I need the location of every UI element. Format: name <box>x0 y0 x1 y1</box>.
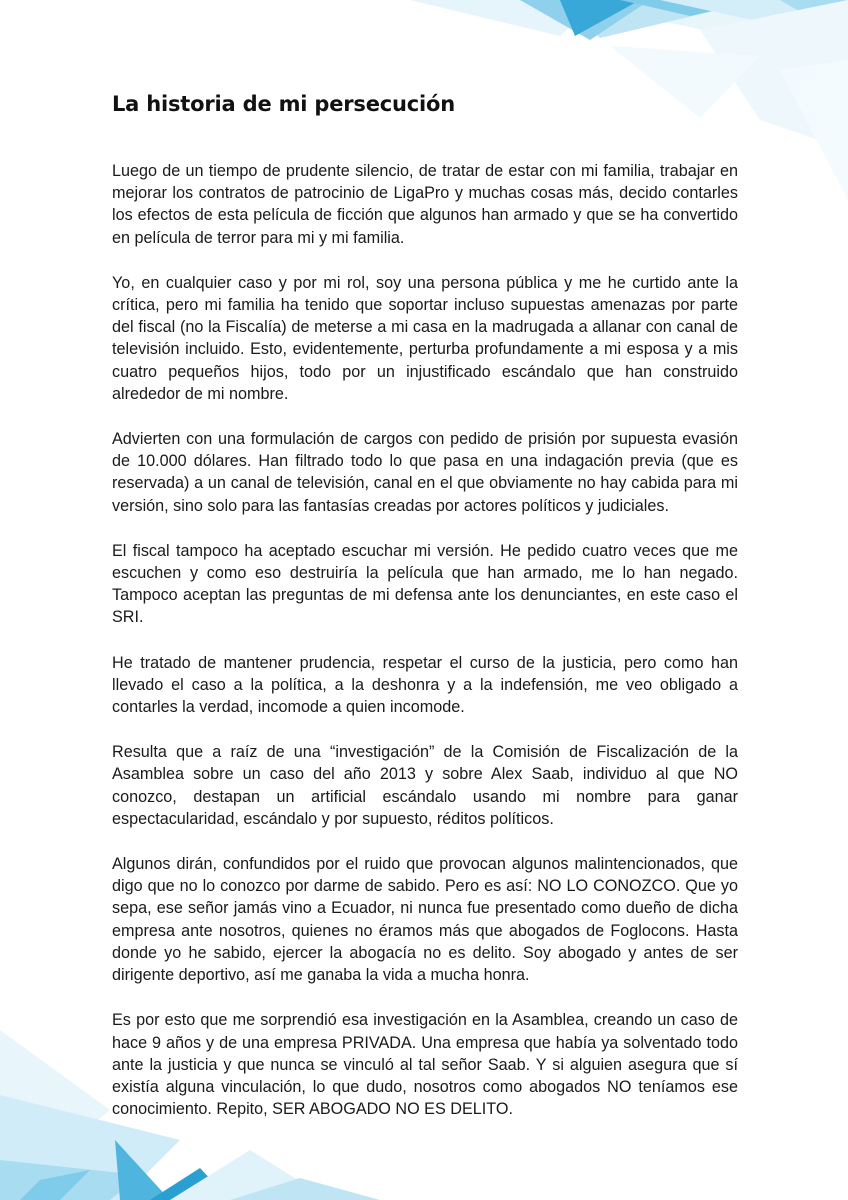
paragraph-8: Es por esto que me sorprendió esa investigación en la Asamblea, creando un caso de hace 9 años y de una empresa PRIVADA. Una empresa que había ya solventado todo ante la justicia y que nunca se vinculó al tal señor Saab. Y si alguien asegura que sí existía alguna vinculación, lo que dudo, nosotros como abogados NO teníamos ese conocimiento. Repito, SER ABOGADO NO ES DELITO. <box>112 1011 738 1119</box>
paragraph-7: Algunos dirán, confundidos por el ruido que provocan algunos malintencionados, que digo que no lo conozco por darme de sabido. Pero es así: NO LO CONOZCO. Que yo sepa, ese señor jamás vino a Ecuador, ni nunca fue presentado como dueño de dicha empresa ante nosotros, quienes no éramos más que abogados de Foglocons. Hasta donde yo he sabido, ejercer la abogacía no es delito. Soy abogado y antes de ser dirigente deportivo, así me ganaba la vida a mucha honra. <box>112 855 738 985</box>
document-body <box>112 92 738 1143</box>
paragraph-3: Advierten con una formulación de cargos con pedido de prisión por supuesta evasión de 10.000 dólares. Han filtrado todo lo que pasa en una indagación previa (que es reservada) a un canal de televisión, canal en el que obviamente no hay cabida para mi versión, sino solo para las fantasías creadas por actores políticos y judiciales. <box>112 430 738 515</box>
paragraph-1: Luego de un tiempo de prudente silencio, de tratar de estar con mi familia, trabajar en mejorar los contratos de patrocinio de LigaPro y muchas cosas más, decido contarles los efectos de esta película de ficción que algunos han armado y que se ha convertido en película de terror para mi y mi familia. <box>112 162 738 247</box>
paragraph-2: Yo, en cualquier caso y por mi rol, soy una persona pública y me he curtido ante la crítica, pero mi familia ha tenido que soportar incluso supuestas amenazas por parte del fiscal (no la Fiscalía) de meterse a mi casa en la madrugada a allanar con canal de televisión incluido. Esto, evidentemente, perturba profundamente a mi esposa y a mis cuatro pequeños hijos, todo por un injustificado escándalo que han construido alrededor de mi nombre. <box>112 273 738 403</box>
paragraph-6: Resulta que a raíz de una “investigación” de la Comisión de Fiscalización de la Asamblea sobre un caso del año 2013 y sobre Alex Saab, individuo al que NO conozco, destapan un artificial escándalo usando mi nombre para ganar espectacularidad, escándalo y por supuesto, réditos políticos. <box>112 743 738 828</box>
page-title: La historia de mi persecución <box>112 92 455 116</box>
paragraph-4: El fiscal tampoco ha aceptado escuchar mi versión. He pedido cuatro veces que me escuchen y como eso destruiría la película que han armado, me lo han negado. Tampoco aceptan las preguntas de mi defensa ante los denunciantes, en este caso el SRI. <box>112 541 738 627</box>
paragraph-5: He tratado de mantener prudencia, respetar el curso de la justicia, pero como han llevado el caso a la política, a la deshonra y a la indefensión, me veo obligado a contarles la verdad, incomode a quien incomode. <box>112 653 738 717</box>
